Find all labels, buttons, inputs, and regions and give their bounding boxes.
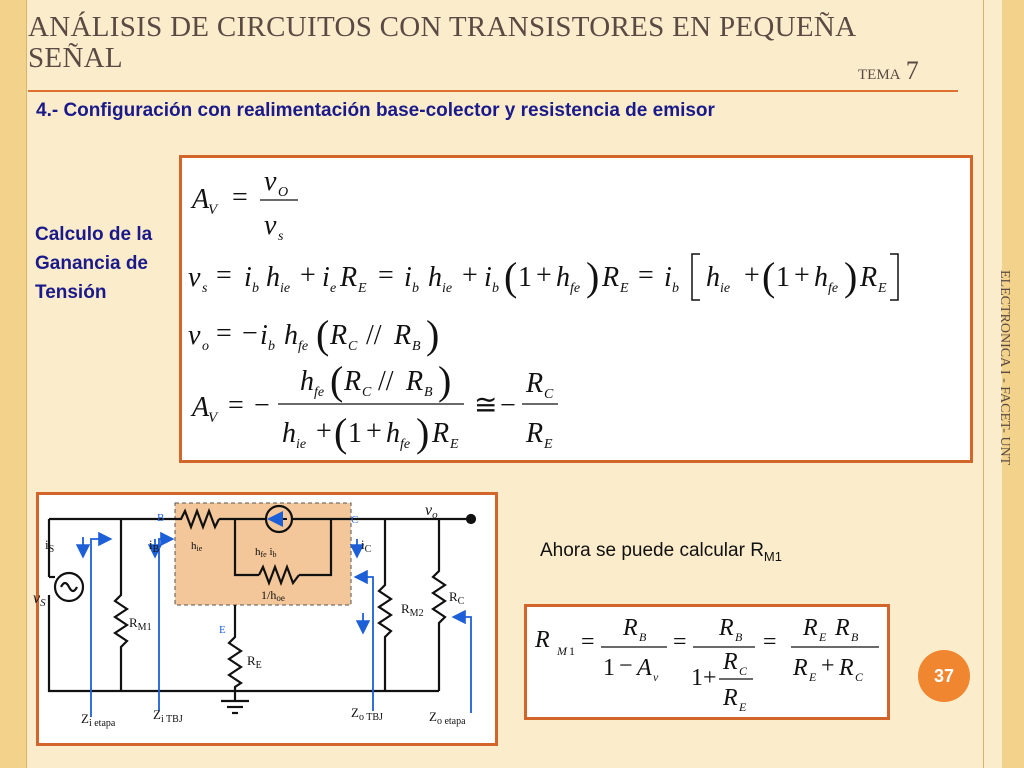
svg-text:i: i xyxy=(322,262,330,293)
rm1-label: $R_{M1}$ xyxy=(129,615,152,633)
svg-text:=: = xyxy=(232,182,248,213)
hfe-ib-label: hfe ib xyxy=(255,546,277,559)
zo-tbj-label: $Z_{o TBJ}$ xyxy=(351,705,383,723)
svg-text:v: v xyxy=(188,320,201,351)
rc-label: $R_C$ xyxy=(449,589,465,607)
svg-text:): ) xyxy=(844,254,858,299)
svg-text:1: 1 xyxy=(603,655,615,681)
vo-label: vo xyxy=(425,502,438,521)
svg-text:ie: ie xyxy=(720,281,731,296)
svg-text:E: E xyxy=(450,437,459,452)
svg-text://: // xyxy=(378,366,394,397)
svg-text:1: 1 xyxy=(348,418,362,449)
side-footer xyxy=(996,270,1014,530)
svg-text:ie: ie xyxy=(442,281,453,296)
left-border-line xyxy=(26,0,27,768)
svg-text:A: A xyxy=(192,184,210,215)
svg-text:B: B xyxy=(424,385,433,400)
right-border-line xyxy=(983,0,984,768)
node-e-label: E xyxy=(219,624,226,636)
svg-text:h: h xyxy=(300,366,314,397)
svg-text:≅: ≅ xyxy=(474,390,498,421)
re-label: $R_E$ xyxy=(247,653,262,671)
is-label: $i_S$ xyxy=(45,537,55,555)
svg-text:=: = xyxy=(581,629,595,655)
svg-text:h: h xyxy=(386,418,400,449)
svg-text:=: = xyxy=(228,390,244,421)
svg-text:h: h xyxy=(282,418,296,449)
svg-text:(: ( xyxy=(334,410,348,455)
svg-text:E: E xyxy=(358,281,367,296)
svg-text:=: = xyxy=(216,318,232,349)
svg-text:+: + xyxy=(316,416,332,447)
svg-text:R: R xyxy=(432,418,450,449)
svg-text:b: b xyxy=(268,339,275,354)
left-stripe xyxy=(0,0,26,768)
svg-text:=: = xyxy=(216,260,232,291)
svg-text:h: h xyxy=(266,262,280,293)
svg-text:R: R xyxy=(526,418,544,449)
hie-label: hie xyxy=(191,540,203,553)
svg-text:B: B xyxy=(639,630,647,644)
ib-label: $i_B$ xyxy=(149,537,160,555)
ahora-text-sub: M1 xyxy=(763,548,782,564)
equations-box xyxy=(179,155,973,463)
svg-text:(: ( xyxy=(330,358,344,403)
svg-text:fe: fe xyxy=(828,281,839,296)
svg-text:1+: 1+ xyxy=(691,665,717,691)
svg-text:E: E xyxy=(819,630,827,644)
svg-text:R: R xyxy=(839,655,854,681)
svg-text:−: − xyxy=(254,390,270,421)
svg-text:+: + xyxy=(300,260,316,291)
svg-text:R: R xyxy=(406,366,424,397)
tema-number: 7 xyxy=(905,56,919,85)
svg-text:R: R xyxy=(340,262,358,293)
svg-text:A: A xyxy=(192,392,210,423)
svg-text:B: B xyxy=(735,630,743,644)
svg-text:E: E xyxy=(544,437,553,452)
svg-text:−: − xyxy=(619,653,633,679)
svg-text:o: o xyxy=(202,339,209,354)
svg-text:R: R xyxy=(535,627,550,653)
svg-text:i: i xyxy=(404,262,412,293)
zo-etapa-label: $Z_{o etapa}$ xyxy=(429,709,466,727)
svg-text:): ) xyxy=(438,358,452,403)
tema-label xyxy=(858,56,919,86)
rm1-formula-box xyxy=(524,604,890,720)
svg-text:=: = xyxy=(763,629,777,655)
svg-text:R: R xyxy=(602,262,620,293)
page-number-badge: 37 xyxy=(918,650,970,702)
svg-text:): ) xyxy=(586,254,600,299)
svg-text:s: s xyxy=(202,281,208,296)
hoe-label: 1/hoe xyxy=(261,588,285,603)
svg-text:i: i xyxy=(664,262,672,293)
svg-text://: // xyxy=(366,320,382,351)
svg-text:i: i xyxy=(260,320,268,351)
svg-text:E: E xyxy=(620,281,629,296)
svg-text:(: ( xyxy=(504,254,518,299)
svg-text:ie: ie xyxy=(280,281,291,296)
svg-text:R: R xyxy=(835,615,850,641)
svg-text:E: E xyxy=(739,700,747,714)
calc-label: Calculo de la Ganancia de Tensión xyxy=(35,224,153,303)
svg-text:C: C xyxy=(544,387,554,402)
svg-text:+: + xyxy=(462,260,478,291)
svg-text:V: V xyxy=(208,410,218,426)
svg-text:C: C xyxy=(348,339,358,354)
svg-text:=: = xyxy=(638,260,654,291)
svg-text:R: R xyxy=(330,320,348,351)
svg-text:h: h xyxy=(814,262,828,293)
title-divider xyxy=(28,90,958,92)
svg-text:i: i xyxy=(244,262,252,293)
svg-text:O: O xyxy=(278,185,289,200)
circuit-box xyxy=(33,492,498,746)
svg-text:R: R xyxy=(526,368,544,399)
svg-text:R: R xyxy=(803,615,818,641)
svg-text:b: b xyxy=(412,281,419,296)
svg-text:=: = xyxy=(673,629,687,655)
svg-text:h: h xyxy=(556,262,570,293)
svg-text:fe: fe xyxy=(314,385,325,400)
svg-text:+: + xyxy=(794,260,810,291)
svg-text:b: b xyxy=(252,281,259,296)
svg-text:R: R xyxy=(723,649,738,675)
svg-text:1: 1 xyxy=(569,644,575,658)
vs-label: vS xyxy=(33,590,46,609)
svg-text:v: v xyxy=(264,166,277,197)
svg-text:E: E xyxy=(878,281,887,296)
svg-text:A: A xyxy=(637,655,652,681)
svg-text:fe: fe xyxy=(570,281,581,296)
svg-text:+: + xyxy=(821,653,835,679)
ahora-text-main: Ahora se puede calcular R xyxy=(540,540,764,561)
svg-text:h: h xyxy=(428,262,442,293)
svg-text:+: + xyxy=(744,260,760,291)
ic-label: $i_C$ xyxy=(361,537,372,555)
rm2-label: $R_{M2}$ xyxy=(401,601,424,619)
side-footer-text: ELECTRONICA I - FACET- UNT xyxy=(997,270,1012,466)
svg-text:b: b xyxy=(672,281,679,296)
svg-text:−: − xyxy=(500,390,516,421)
svg-text:i: i xyxy=(484,262,492,293)
zi-etapa-label: $Z_{i etapa}$ xyxy=(81,711,116,729)
node-c-label: C xyxy=(351,514,359,526)
svg-text:=: = xyxy=(378,260,394,291)
svg-text:h: h xyxy=(706,262,720,293)
svg-text:): ) xyxy=(426,312,440,357)
svg-text:fe: fe xyxy=(298,339,309,354)
svg-text:R: R xyxy=(719,615,734,641)
svg-text:e: e xyxy=(330,281,337,296)
svg-text:V: V xyxy=(208,202,218,218)
svg-text:v: v xyxy=(264,210,277,241)
svg-text:R: R xyxy=(623,615,638,641)
svg-text:C: C xyxy=(739,664,748,678)
rm1-formula xyxy=(527,607,887,717)
svg-text:B: B xyxy=(851,630,859,644)
svg-text:E: E xyxy=(809,670,817,684)
svg-text:R: R xyxy=(344,366,362,397)
equations-figure xyxy=(182,158,970,460)
svg-text:R: R xyxy=(394,320,412,351)
svg-text:R: R xyxy=(860,262,878,293)
svg-text:fe: fe xyxy=(400,437,411,452)
slide-subtitle: 4.- Configuración con realimentación base-colector y resistencia de emisor xyxy=(36,100,715,121)
svg-text:(: ( xyxy=(762,254,776,299)
title-line-2: SEÑAL xyxy=(28,42,123,74)
ahora-text xyxy=(540,540,782,564)
svg-text:v: v xyxy=(653,670,659,684)
svg-text:M: M xyxy=(557,644,567,658)
svg-text:+: + xyxy=(366,416,382,447)
zi-tbj-label: $Z_{i TBJ}$ xyxy=(153,707,183,725)
svg-text:−: − xyxy=(242,318,258,349)
tema-word: tema xyxy=(858,60,901,84)
svg-text:R: R xyxy=(793,655,808,681)
title-line-1: ANÁLISIS DE CIRCUITOS CON TRANSISTORES EN PEQUEÑA xyxy=(28,11,857,43)
svg-text:C: C xyxy=(855,670,864,684)
svg-text:1: 1 xyxy=(518,262,532,293)
svg-text:h: h xyxy=(284,320,298,351)
svg-text:b: b xyxy=(492,281,499,296)
node-b-label: B xyxy=(157,512,165,524)
svg-text:B: B xyxy=(412,339,421,354)
slide-title xyxy=(28,12,958,74)
small-signal-circuit xyxy=(33,495,495,743)
svg-text:+: + xyxy=(536,260,552,291)
svg-text:): ) xyxy=(416,410,430,455)
svg-text:1: 1 xyxy=(776,262,790,293)
svg-text:v: v xyxy=(188,262,201,293)
svg-text:C: C xyxy=(362,385,372,400)
svg-text:ie: ie xyxy=(296,437,307,452)
svg-text:R: R xyxy=(723,685,738,711)
svg-text:(: ( xyxy=(316,312,330,357)
svg-text:s: s xyxy=(278,229,284,244)
